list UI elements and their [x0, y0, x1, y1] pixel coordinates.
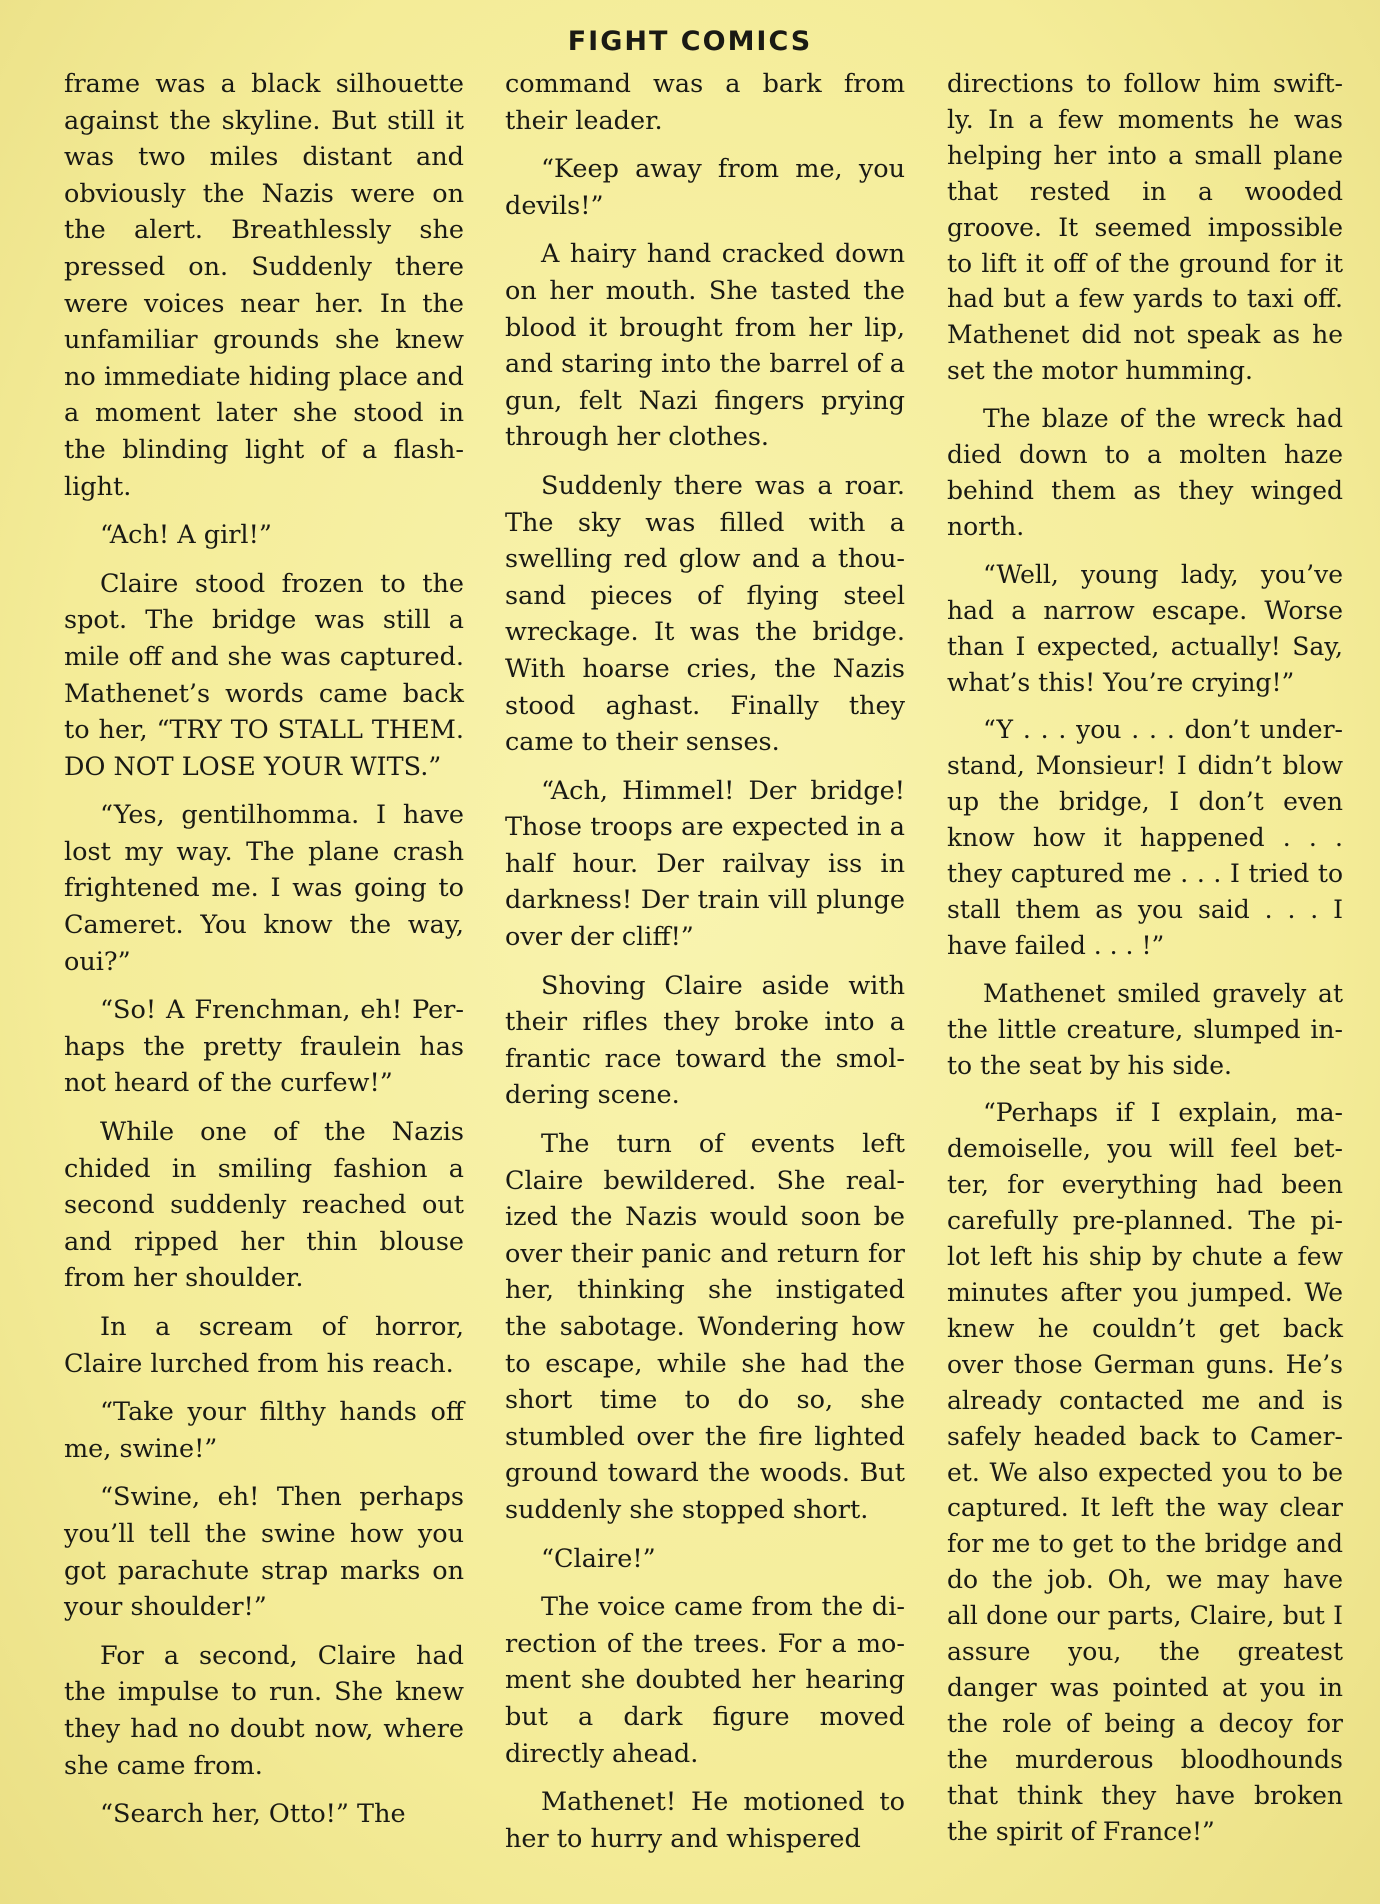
text-column-3	[947, 66, 1343, 1862]
paragraph: directions to follow him swiftly. In a few moments he was helping her into a small plane that rested in a wooded groove. It seemed impossible to lift it off of the ground for it had but a few yards to taxi off. Mathenet did not speak as he set the motor humming.	[947, 69, 1343, 386]
paragraph: In a scream of horror, Claire lurched from his reach.	[64, 1312, 464, 1379]
paragraph: The turn of events left Claire bewildered. She realized the Nazis would soon be over their panic and return for her, thinking she instigated the sabotage. Wondering how to escape, while she had the short time to do so, she stumbled over the fire lighted ground toward the woods. But suddenly she stopped short.	[505, 1129, 905, 1525]
paragraph: “Ach, Himmel! Der bridge! Those troops are expected in a half hour. Der railvay iss in darkness! Der train vill plunge over der cliff!”	[505, 775, 905, 953]
page-header: FIGHT COMICS	[567, 26, 813, 57]
paragraph: “Search her, Otto!” The	[100, 1799, 406, 1830]
paragraph: “Ach! A girl!”	[100, 520, 272, 551]
paragraph: “Claire!”	[541, 1543, 656, 1574]
paragraph: “Take your filthy hands off me, swine!”	[64, 1397, 464, 1464]
paragraph: The blaze of the wreck had died down to a molten haze behind them as they winged north.	[947, 404, 1343, 541]
paragraph: Mathenet! He motioned to her to hurry and whispered	[505, 1787, 905, 1854]
paragraph: “Swine, eh! Then perhaps you’ll tell the swine how you got parachute strap marks on your shoulder!”	[64, 1482, 464, 1623]
paragraph: “Yes, gentilhomma. I have lost my way. The plane crash frightened me. I was going to Cameret. You know the way, oui?”	[64, 800, 464, 977]
paragraph: Suddenly there was a roar. The sky was filled with a swelling red glow and a thousand pieces of flying steel wreckage. It was the bridge. With hoarse cries, the Nazis stood aghast. Finally they came to their senses.	[505, 470, 905, 758]
text-column-2	[505, 66, 905, 1869]
paragraph: command was a bark from their leader.	[505, 69, 905, 136]
text-column-1	[64, 66, 464, 1845]
paragraph: “Perhaps if I explain, mademoiselle, you will feel better, for everything had been carefully pre-planned. The pilot left his ship by chute a few minutes after you jumped. We knew he couldn’t get back over those German guns. He’s already contacted me and is safely headed back to Cameret. We also expected you to be captured. It left the way clear for me to get to the bridge and do the job. Oh, we may have all done our parts, Claire, but I assure you, the greatest danger was pointed at you in the role of being a decoy for the murderous bloodhounds that think they have broken the spirit of France!”	[947, 1098, 1343, 1846]
paragraph: “Y . . . you . . . don’t understand, Monsieur! I didn’t blow up the bridge, I don’t even know how it happened . . . they captured me . . . I tried to stall them as you said . . . I have failed . . . !”	[947, 715, 1343, 960]
paragraph: frame was a black silhouette against the skyline. But still it was two miles distant and obviously the Nazis were on the alert. Breathlessly she pressed on. Suddenly there were voices near her. In the unfamiliar grounds she knew no immediate hiding place and a moment later she stood in the blinding light of a flash light.	[64, 69, 464, 502]
paragraph: “Well, young lady, you’ve had a narrow escape. Worse than I expected, actually! Say, what’s this! You’re crying!”	[947, 559, 1343, 697]
paragraph: Claire stood frozen to the spot. The bridge was still a mile off and she was captured. Mathenet’s words came back to her, “TRY TO STALL THEM. DO NOT LOSE YOUR WITS.”	[64, 568, 464, 782]
paragraph: Mathenet smiled gravely at the little creature, slumped into the seat by his side.	[947, 978, 1343, 1080]
paragraph: “So! A Frenchman, eh! Perhaps the pretty fraulein has not heard of the curfew!”	[64, 995, 464, 1099]
paragraph: Shoving Claire aside with their rifles they broke into a frantic race toward the smoldering scene.	[505, 970, 905, 1111]
paragraph: While one of the Nazis chided in smiling fashion a second suddenly reached out and ripped her thin blouse from her shoulder.	[64, 1117, 464, 1294]
paragraph: A hairy hand cracked down on her mouth. She tasted the blood it brought from her lip, and staring into the barrel of a gun, felt Nazi fingers prying through her clothes.	[505, 239, 905, 453]
paragraph: For a second, Claire had the impulse to run. She knew they had no doubt now, where she came from.	[64, 1640, 464, 1781]
paragraph: The voice came from the direction of the trees. For a moment she doubted her hearing but a dark figure moved directly ahead.	[505, 1592, 905, 1769]
paragraph: “Keep away from me, you devils!”	[505, 154, 905, 221]
